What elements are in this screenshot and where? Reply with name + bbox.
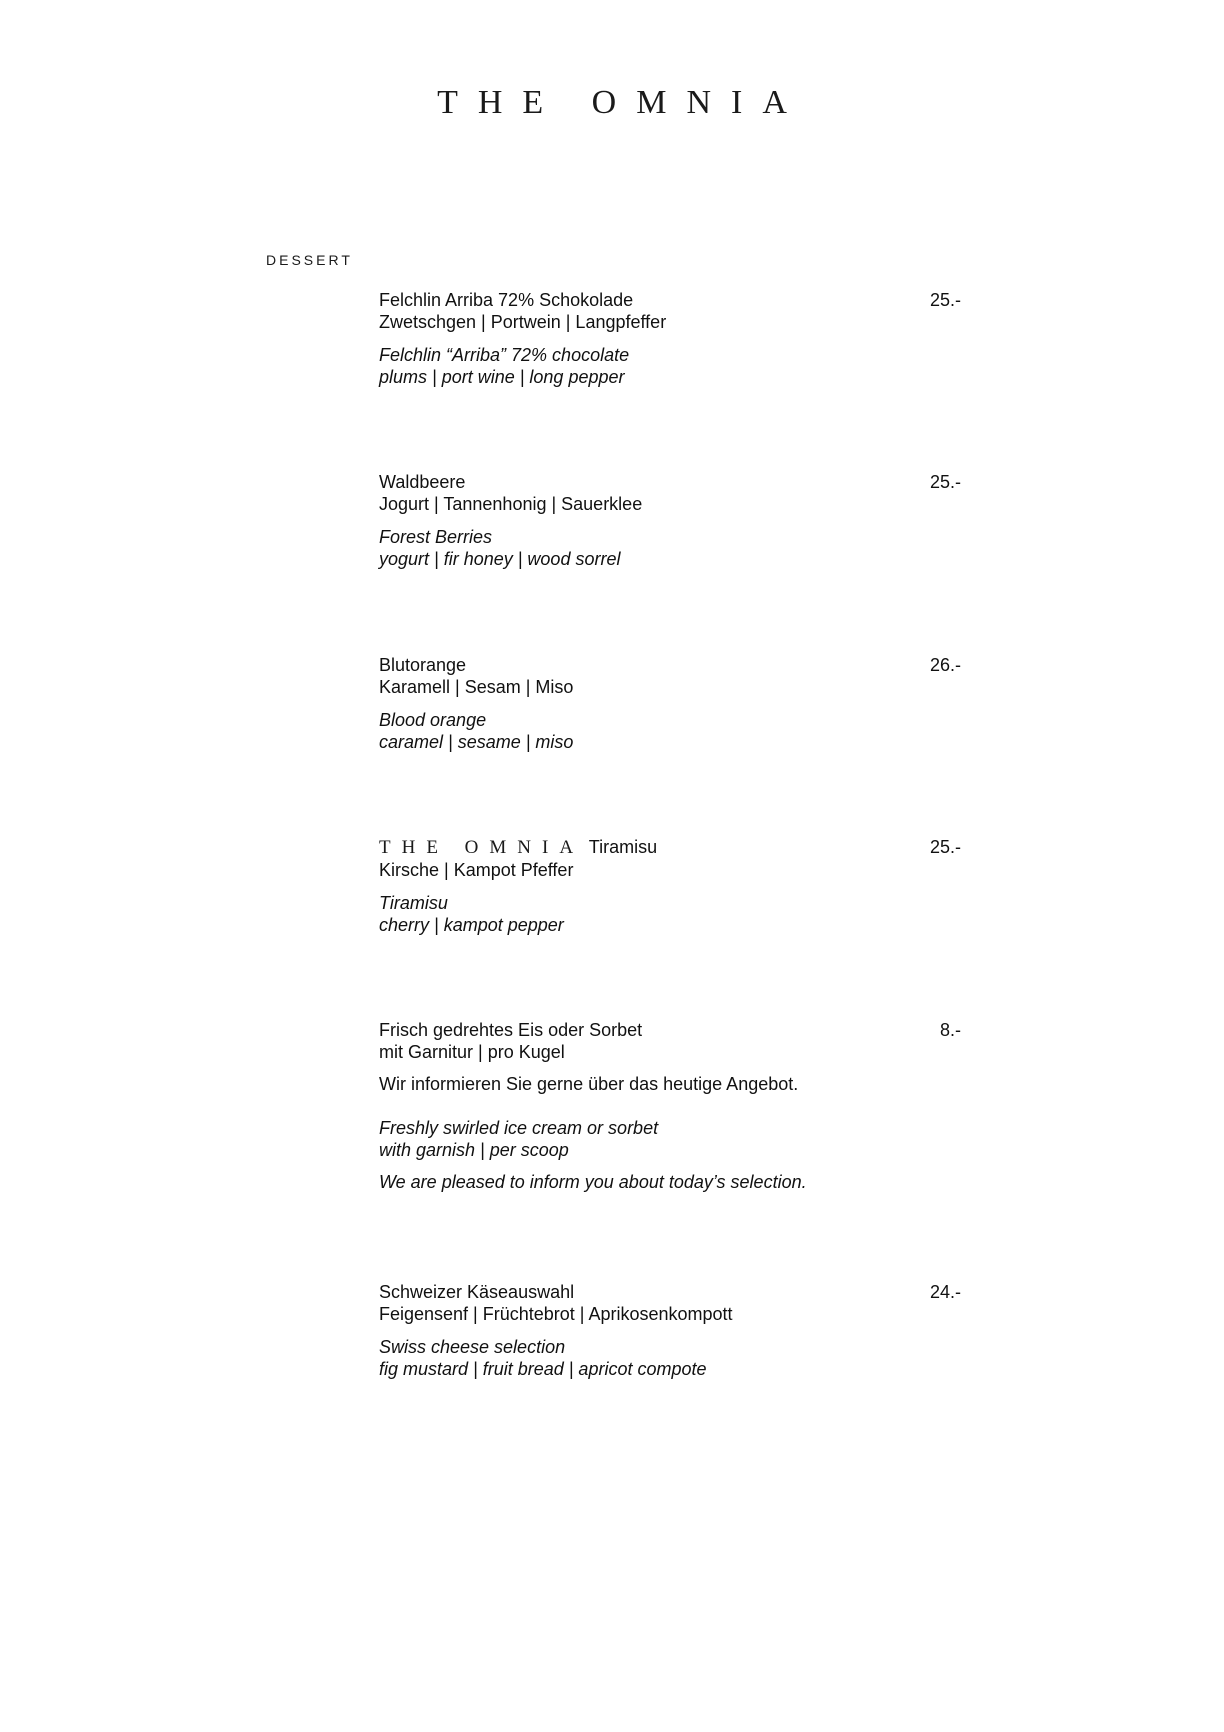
menu-item — [379, 471, 961, 570]
item-description-de: Zwetschgen | Portwein | Langpfeffer — [379, 312, 667, 332]
item-price: 8.- — [939, 1020, 961, 1040]
item-english — [379, 1117, 961, 1161]
item-description-de: Feigensenf | Früchtebrot | Aprikosenkompott — [379, 1304, 733, 1324]
item-name-en: Blood orange — [379, 710, 487, 730]
item-description-de: Kirsche | Kampot Pfeffer — [379, 860, 574, 880]
item-description-en: plums | port wine | long pepper — [379, 367, 625, 387]
restaurant-logo: THE OMNIA — [437, 84, 807, 121]
item-name-de: Blutorange — [379, 655, 467, 675]
item-name-en: Felchlin “Arriba” 72% chocolate — [379, 345, 630, 365]
item-description-de: Karamell | Sesam | Miso — [379, 677, 574, 697]
item-description-en: fig mustard | fruit bread | apricot compote — [379, 1359, 707, 1379]
menu-item — [379, 1281, 961, 1380]
menu-item — [379, 289, 961, 388]
item-description-en: yogurt | fir honey | wood sorrel — [379, 549, 621, 569]
item-name-de: Frisch gedrehtes Eis oder Sorbet — [379, 1020, 643, 1040]
item-name-en: Swiss cheese selection — [379, 1337, 566, 1357]
item-english — [379, 526, 961, 570]
item-english — [379, 344, 961, 388]
item-name-en: Freshly swirled ice cream or sorbet — [379, 1118, 659, 1138]
item-english — [379, 709, 961, 753]
item-name-de: Schweizer Käseauswahl — [379, 1282, 575, 1302]
menu-item — [379, 836, 961, 936]
item-name-de: Waldbeere — [379, 472, 466, 492]
item-description-en: caramel | sesame | miso — [379, 732, 574, 752]
item-description-de: Jogurt | Tannenhonig | Sauerklee — [379, 494, 643, 514]
inline-logo: THE OMNIA — [379, 837, 585, 858]
item-price: 25.- — [929, 290, 961, 310]
item-name-en: Forest Berries — [379, 527, 493, 547]
item-note-de: Wir informieren Sie gerne über das heutige Angebot. — [379, 1074, 799, 1094]
item-price: 26.- — [929, 655, 961, 675]
item-price: 25.- — [929, 837, 961, 857]
item-description-en: with garnish | per scoop — [379, 1140, 569, 1160]
item-description-de: mit Garnitur | pro Kugel — [379, 1042, 565, 1062]
menu-item — [379, 1019, 961, 1193]
item-name-en: Tiramisu — [379, 893, 448, 913]
item-english — [379, 892, 961, 936]
item-name-de: Tiramisu — [588, 837, 658, 857]
item-price: 24.- — [929, 1282, 961, 1302]
item-note-en: We are pleased to inform you about today’s selection. — [379, 1172, 807, 1192]
item-english — [379, 1336, 961, 1380]
section-title: DESSERT — [266, 252, 353, 268]
item-description-en: cherry | kampot pepper — [379, 915, 564, 935]
menu-item — [379, 654, 961, 753]
item-price: 25.- — [929, 472, 961, 492]
item-name-de: Felchlin Arriba 72% Schokolade — [379, 290, 634, 310]
